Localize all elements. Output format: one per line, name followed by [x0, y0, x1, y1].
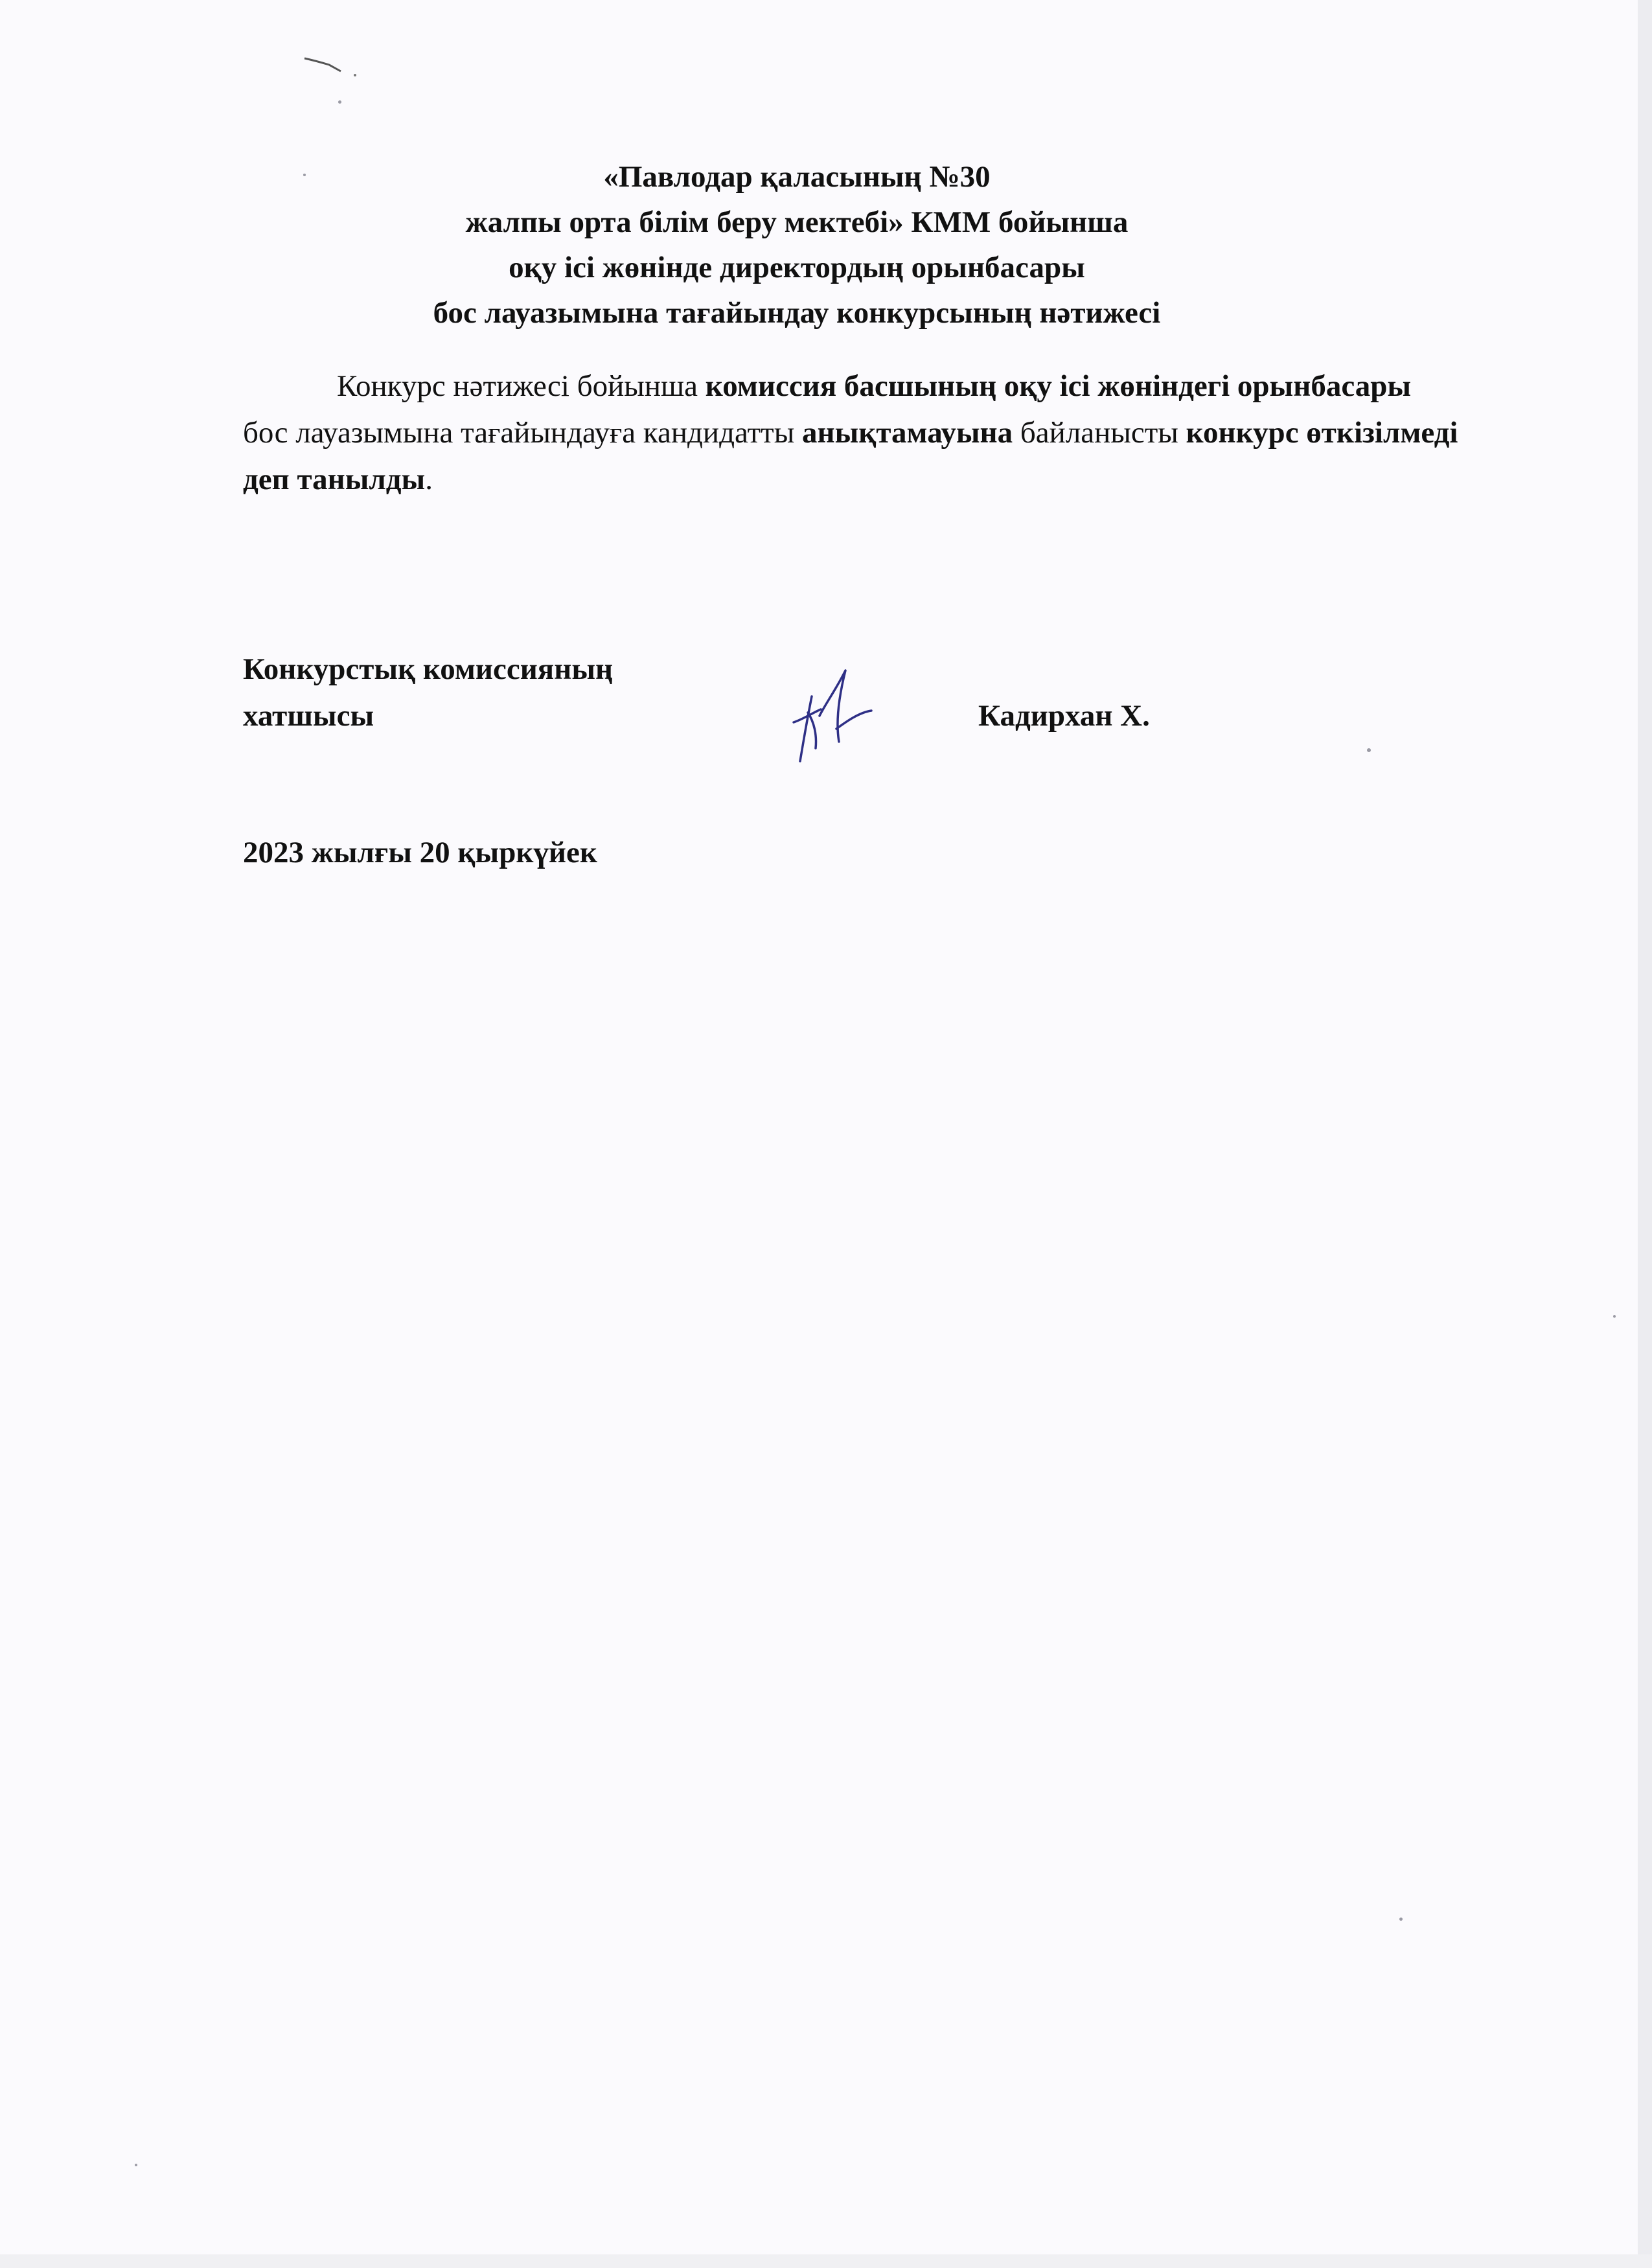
document-date: 2023 жылғы 20 қыркүйек: [243, 836, 597, 869]
scan-speck: [1399, 1918, 1403, 1921]
document-title: [194, 154, 1399, 336]
signatory-title-line-1: Конкурстық комиссияның: [243, 652, 614, 686]
scan-speck: [1613, 1315, 1616, 1318]
title-line-1: «Павлодар қаласының №30: [603, 160, 991, 194]
scan-speck: [1367, 748, 1371, 752]
result-paragraph: [243, 363, 1461, 503]
paragraph-text: байланысты: [1013, 416, 1186, 450]
scan-edge-right: [1638, 0, 1652, 2268]
paragraph-bold-text: комиссия басшының оқу ісі жөніндегі орынбасары: [705, 369, 1412, 403]
signatory-title-line-2: хатшысы: [243, 699, 374, 733]
scan-edge-bottom: [0, 2254, 1652, 2268]
handwritten-signature: [774, 651, 878, 781]
scan-mark: [303, 53, 361, 79]
paragraph-text: бос лауазымына тағайындауға кандидатты: [243, 416, 803, 450]
signatory-title: [243, 646, 613, 739]
paragraph-text: .: [425, 463, 433, 496]
title-line-4: бос лауазымына тағайындау конкурсының нәтижесі: [433, 296, 1161, 330]
scan-speck: [135, 2164, 137, 2166]
scan-speck: [338, 100, 341, 104]
title-line-2: жалпы орта білім беру мектебі» КММ бойынша: [465, 205, 1129, 239]
paragraph-bold-text: анықтамауына: [802, 416, 1013, 450]
paragraph-bold-text: конкурс өткізілмеді деп танылды: [243, 416, 1458, 496]
title-line-3: оқу ісі жөнінде директордың орынбасары: [509, 251, 1085, 284]
paragraph-text: Конкурс нәтижесі бойынша: [337, 369, 706, 403]
signatory-name: Кадирхан Х.: [978, 699, 1150, 733]
